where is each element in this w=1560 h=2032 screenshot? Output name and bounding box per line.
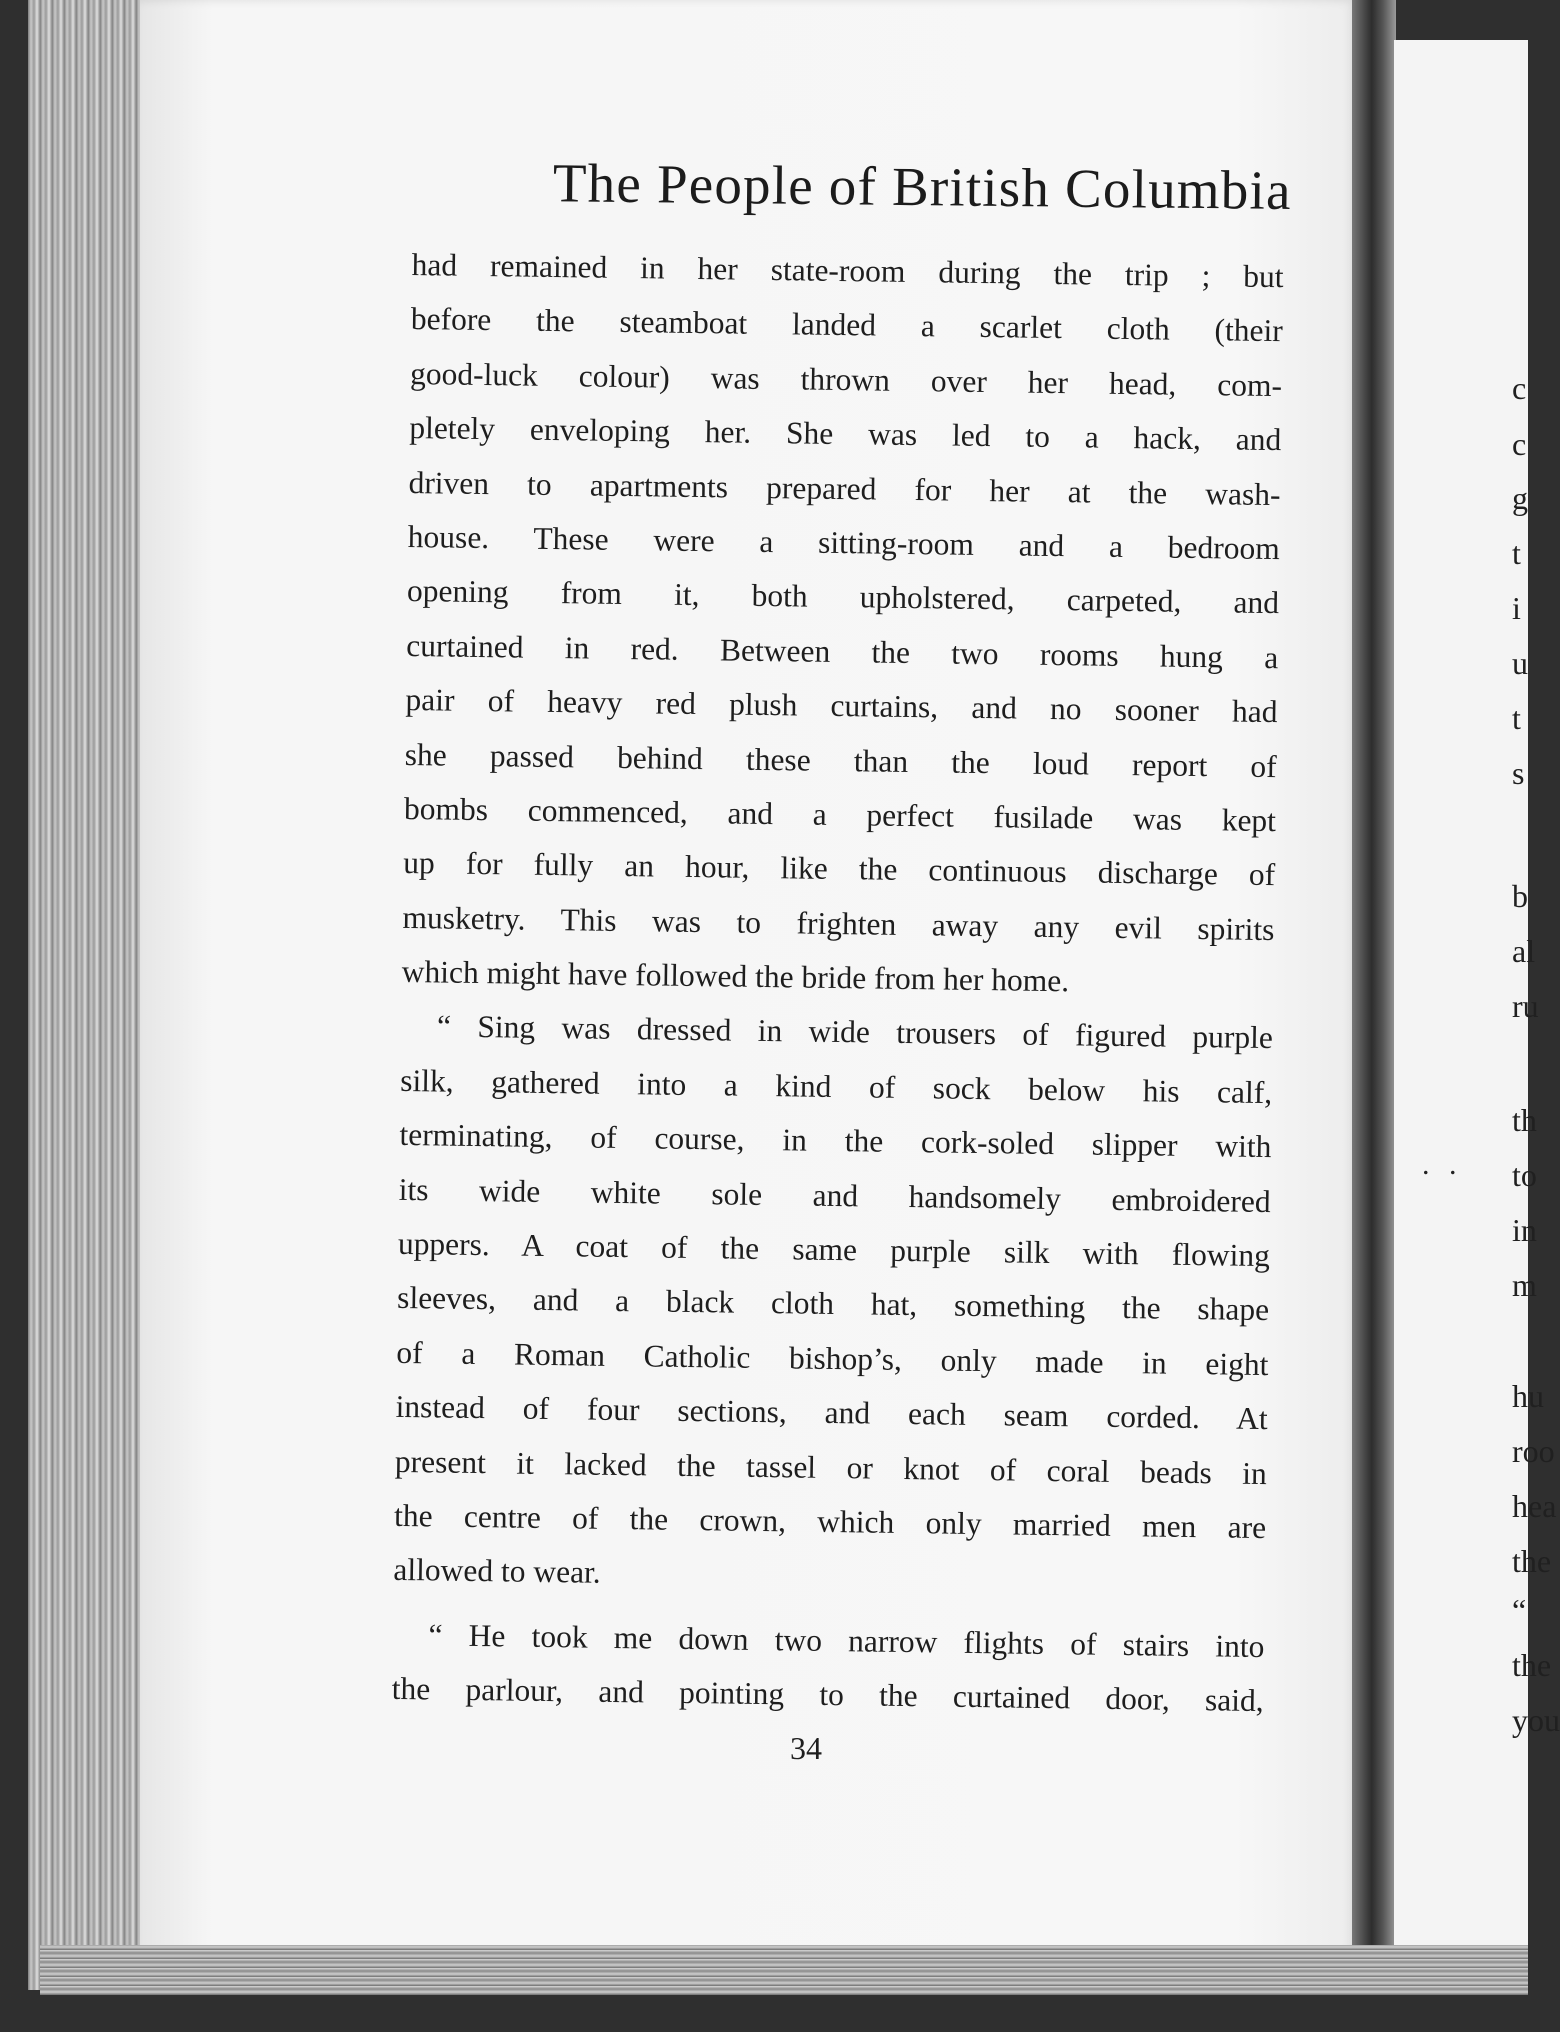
- facing-fragment: the: [1512, 1647, 1552, 1683]
- book-gutter: [1352, 0, 1396, 1990]
- text-line: she passed behind these than the loud report of: [404, 736, 1277, 784]
- facing-fragment: hu: [1512, 1378, 1544, 1414]
- facing-fragment: you: [1512, 1702, 1560, 1738]
- text-line: uppers. A coat of the same purple silk with flowing: [397, 1225, 1271, 1274]
- text-line: curtained in red. Between the two rooms hung a: [406, 627, 1279, 675]
- text-line: allowed to wear.: [393, 1552, 601, 1591]
- paragraph-start-line: “ He took me down two narrow flights of stairs into: [428, 1617, 1265, 1664]
- running-header: The People of British Columbia: [552, 152, 1292, 222]
- facing-fragment: in: [1512, 1212, 1537, 1248]
- text-line: driven to apartments prepared for her at the wash-: [408, 464, 1281, 512]
- facing-fragment: i: [1512, 590, 1521, 626]
- text-line: had remained in her state-room during the trip ; but: [411, 246, 1284, 295]
- text-line: instead of four sections, and each seam corded. At: [395, 1389, 1268, 1437]
- text-line: terminating, of course, in the cork-soled slipper with: [399, 1117, 1272, 1165]
- text-line: good-luck colour) was thrown over her head, com-: [409, 355, 1283, 403]
- facing-fragment: u: [1512, 645, 1528, 681]
- text-line: up for fully an hour, like the continuous discharge of: [403, 845, 1276, 893]
- book-bottom-edge: [40, 1945, 1528, 1995]
- facing-fragment: roo: [1512, 1433, 1555, 1469]
- facing-fragment: ru: [1512, 988, 1539, 1024]
- facing-page-dots: . .: [1422, 1148, 1463, 1181]
- facing-fragment: th: [1512, 1102, 1537, 1138]
- facing-fragment: m: [1512, 1267, 1537, 1303]
- facing-fragment: c: [1512, 370, 1527, 406]
- facing-fragment: t: [1512, 700, 1521, 736]
- text-line: musketry. This was to frighten away any evil spirits: [402, 899, 1275, 947]
- page-body: [391, 238, 1284, 1729]
- text-line: the centre of the crown, which only married men are: [393, 1497, 1267, 1546]
- text-line: opening from it, both upholstered, carpeted, and: [406, 573, 1280, 621]
- facing-fragment: g: [1512, 480, 1528, 516]
- paragraph-start-line: “ Sing was dressed in wide trousers of figured purple: [436, 1008, 1274, 1056]
- text-line: bombs commenced, and a perfect fusilade was kept: [403, 790, 1277, 839]
- text-line: present it lacked the tassel or knot of coral beads in: [394, 1443, 1268, 1491]
- facing-fragment: s: [1512, 755, 1525, 791]
- facing-page: [1394, 40, 1560, 1945]
- facing-fragment: b: [1512, 878, 1528, 914]
- text-line: pair of heavy red plush curtains, and no sooner had: [405, 682, 1278, 730]
- facing-fragment: to: [1512, 1157, 1537, 1193]
- text-line: silk, gathered into a kind of sock below his calf,: [399, 1062, 1273, 1110]
- facing-fragment: al: [1512, 933, 1536, 969]
- facing-page-fragments: [1394, 40, 1560, 1945]
- text-line: which might have followed the bride from her home.: [401, 954, 1070, 999]
- text-line: house. These were a sitting-room and a bedroom: [407, 518, 1280, 567]
- text-line: pletely enveloping her. She was led to a hack, and: [409, 410, 1282, 458]
- facing-fragment: t: [1512, 535, 1521, 571]
- text-line: its wide white sole and handsomely embroidered: [398, 1171, 1271, 1219]
- facing-fragment: hea: [1512, 1488, 1557, 1524]
- text-line: the parlour, and pointing to the curtained door, said,: [391, 1671, 1264, 1719]
- text-line: of a Roman Catholic bishop’s, only made in eight: [396, 1334, 1269, 1382]
- text-line: sleeves, and a black cloth hat, something the shape: [396, 1280, 1270, 1328]
- facing-fragment: “: [1512, 1592, 1527, 1628]
- facing-fragment: the: [1512, 1543, 1552, 1579]
- facing-fragment: c: [1512, 426, 1527, 462]
- text-line: before the steamboat landed a scarlet cloth (their: [410, 301, 1284, 349]
- page-number: 34: [790, 1730, 822, 1766]
